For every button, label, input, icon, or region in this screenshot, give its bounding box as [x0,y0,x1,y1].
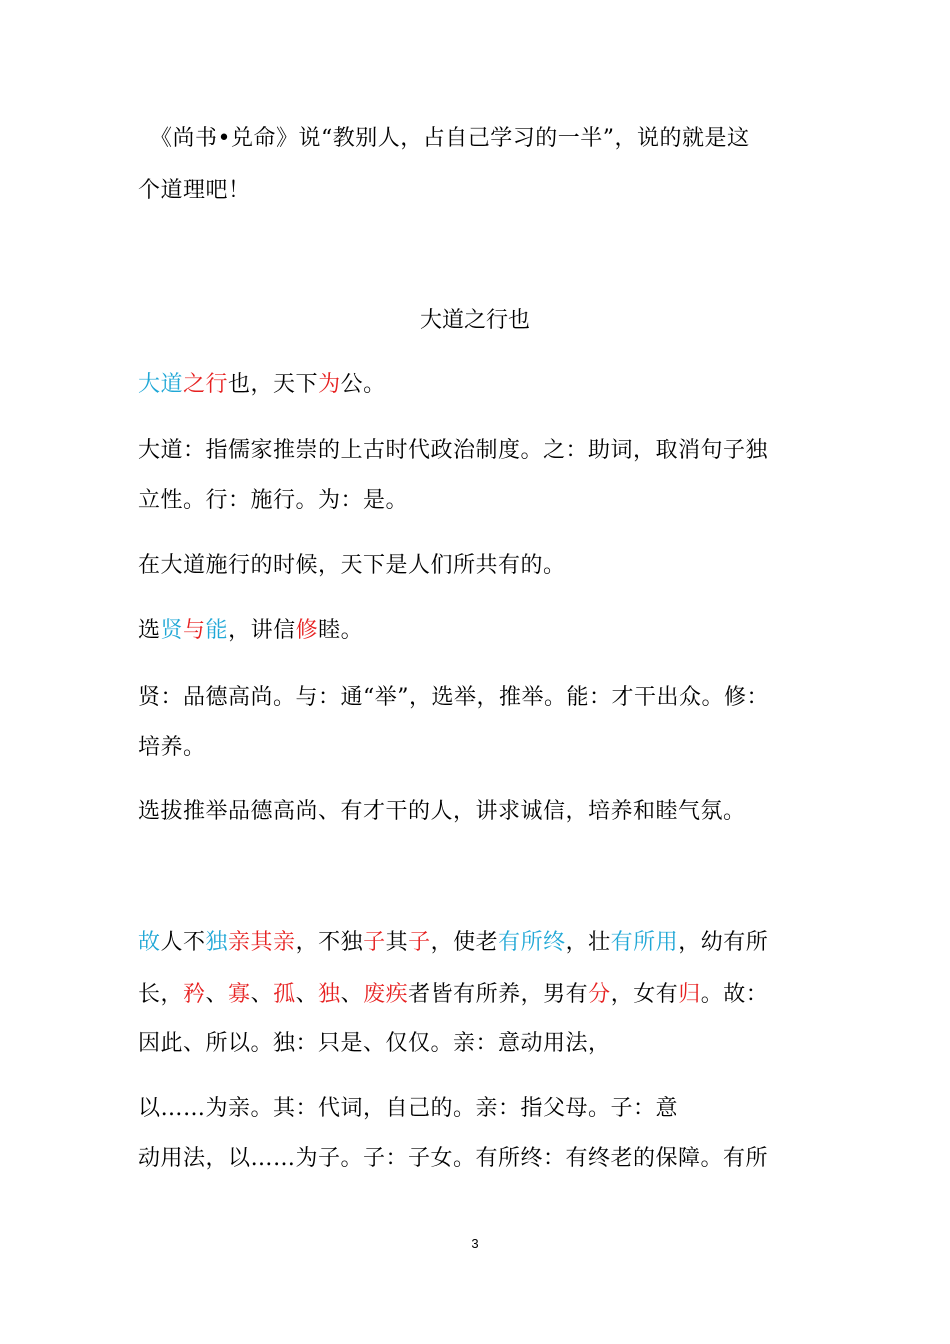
text-segment: 者皆有所养，男有 [408,982,589,1007]
text-segment: 动用法，以……为子。子：子女。有所终：有终老的保障。有所 [138,1146,769,1171]
text-segment: 、 [205,982,229,1007]
page-number: 3 [471,1236,479,1251]
text-segment: 选 [138,618,161,643]
text-segment: 《尚书•兑命》说“教别人，占自己学习的一半”，说的就是这 [150,126,750,151]
text-line [138,436,768,466]
text-segment: 以……为亲。其：代词，自己的。亲：指父母。子：意 [138,1096,679,1121]
text-line [138,1029,611,1059]
text-segment: ，女有 [610,982,679,1007]
text-line [150,124,749,154]
highlighted-word: 有所用 [610,930,679,955]
highlighted-word: 孤 [273,982,296,1007]
text-segment: 长， [138,982,184,1007]
text-line [138,1144,768,1174]
text-line [138,486,408,516]
text-line [138,176,251,206]
highlighted-word: 贤 [160,618,184,643]
highlighted-word: 废疾 [363,982,409,1007]
section-title: 大道之行也 [419,308,530,333]
text-line [138,980,768,1010]
text-segment: 培养。 [138,735,206,760]
text-segment: ，不独 [295,930,364,955]
highlighted-word: 修 [295,618,319,643]
highlighted-word: 与 [183,618,206,643]
highlighted-word: 独 [205,930,229,955]
highlighted-word: 之 [183,372,206,397]
text-segment: ，幼有所 [678,930,769,955]
text-segment: 公。 [340,372,386,397]
highlighted-word: 子 [363,930,386,955]
highlighted-word: 行 [205,372,229,397]
text-segment: ，壮 [565,930,611,955]
text-segment: 也，天下 [228,372,319,397]
text-line [138,928,768,958]
highlighted-word: 矜 [183,982,206,1007]
text-segment: 。故： [700,982,769,1007]
highlighted-word: 寡 [228,982,251,1007]
text-segment: 其 [385,930,409,955]
text-line [138,1094,678,1124]
text-segment: 、 [250,982,274,1007]
text-line [138,551,566,581]
text-segment: 个道理吧！ [138,178,251,203]
text-segment: 贤：品德高尚。与：通“举”，选举，推举。能：才干出众。修： [138,685,769,710]
highlighted-word: 亲其亲 [228,930,296,955]
text-segment: 、 [295,982,319,1007]
highlighted-word: 独 [318,982,341,1007]
text-segment: 睦。 [318,618,364,643]
text-segment: 人不 [160,930,206,955]
text-line [138,370,386,400]
highlighted-word: 有所终 [498,930,566,955]
text-line [138,797,746,827]
text-line [138,733,206,763]
text-segment: 、 [340,982,364,1007]
text-segment: 因此、所以。独：只是、仅仅。亲：意动用法， [138,1031,611,1056]
highlighted-word: 为 [318,372,341,397]
text-segment: 选拔推举品德高尚、有才干的人，讲求诚信，培养和睦气氛。 [138,799,746,824]
text-segment: ，使老 [430,930,499,955]
highlighted-word: 大道 [138,372,184,397]
highlighted-word: 能 [205,618,229,643]
text-segment: 在大道施行的时候，天下是人们所共有的。 [138,553,566,578]
highlighted-word: 归 [678,982,701,1007]
highlighted-word: 分 [588,982,611,1007]
text-line [138,683,769,713]
text-segment: ，讲信 [228,618,296,643]
highlighted-word: 子 [408,930,431,955]
text-line [138,616,363,646]
highlighted-word: 故 [138,930,161,955]
text-segment: 大道：指儒家推崇的上古时代政治制度。之：助词，取消句子独 [138,438,769,463]
text-segment: 立性。行：施行。为：是。 [138,488,409,513]
